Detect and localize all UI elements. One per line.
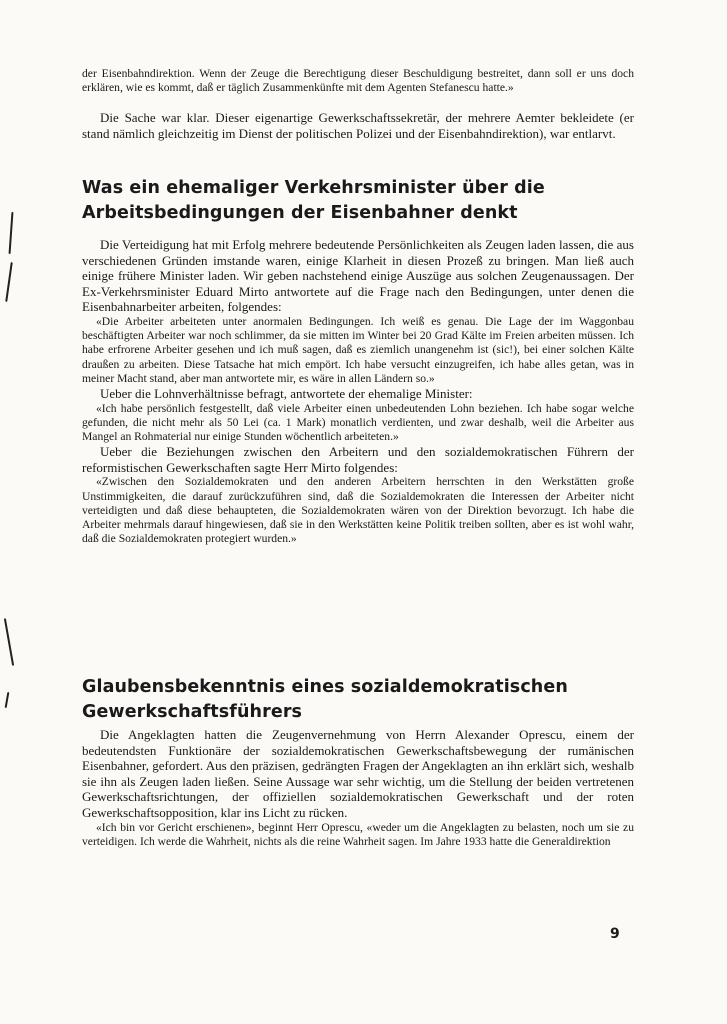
quote-paragraph: der Eisenbahndirektion. Wenn der Zeuge die Berechtigung dieser Beschuldigung bestreitet, dann soll er uns doch erklären, wie es kommt, daß er täglich Zusammenkünfte mit dem Agenten Stefanescu hatte.» xyxy=(82,67,634,95)
quote-paragraph: «Die Arbeiter arbeiteten unter anormalen Bedingungen. Ich weiß es genau. Die Lage der im Waggonbau beschäftigten Arbeiter war noch schlimmer, da sie mitten im Winter bei 20 Grad Kälte im Freien arbeiten müssen. Ich habe erfrorene Arbeiter gesehen und ich muß sagen, daß es ziemlich unangenehm ist (sic!), bei einer solchen Kälte draußen zu arbeiten. Diese Tatsache hat mich empört. Ich habe versucht einzugreifen, ich habe alles getan, was in meiner Macht stand, aber man antwortete mir, es wäre in allen Ländern so.» xyxy=(82,314,634,385)
section-heading: Was ein ehemaliger Verkehrsminister über die Arbeitsbedingungen der Eisenbahner denkt xyxy=(82,178,545,223)
paragraph: Die Sache war klar. Dieser eigenartige Gewerkschaftssekretär, der mehrere Aemter bekleidete (er stand nämlich gleichzeitig im Dienst der politischen Polizei und der Eisenbahndirektion), war entlarvt. xyxy=(82,110,634,141)
margin-mark xyxy=(9,212,14,254)
body-text xyxy=(82,110,634,141)
margin-mark xyxy=(4,618,14,666)
paragraph: Die Verteidigung hat mit Erfolg mehrere bedeutende Persönlichkeiten als Zeugen laden lassen, die aus verschiedenen Gründen imstande waren, einige Klarheit in diesen Prozeß zu bringen. Man ließ auch einige frühere Minister laden. Wir geben nachstehend einige Auszüge aus solchen Zeugenaussagen. Der Ex-Verkehrsminister Eduard Mirto antwortete auf die Frage nach den Bedingungen, unter denen die Eisenbahnarbeiter arbeiten, folgendes: xyxy=(82,237,634,315)
section-body xyxy=(82,727,634,849)
paragraph: Die Angeklagten hatten die Zeugenvernehmung von Herrn Alexander Oprescu, einem der bedeutendsten Funktionäre der sozialdemokratischen Gewerkschaftsbewegung der rumänischen Eisenbahner, gefordert. Aus den präzisen, gedrängten Fragen der Angeklagten an ihn erklärt sich, weshalb sie ihn als Zeugen laden ließen. Seine Aussage war sehr wichtig, um die Stellung der beiden vertretenen Gewerkschaftsrichtungen, der offiziellen sozialdemokratischen Gewerkschaft und der roten Gewerkschaftsopposition, klar ins Licht zu rücken. xyxy=(82,727,634,820)
page-number: 9 xyxy=(610,926,620,942)
section-body xyxy=(82,237,634,546)
quote-continuation xyxy=(82,67,634,95)
quote-paragraph: «Ich habe persönlich festgestellt, daß viele Arbeiter einen unbedeutenden Lohn beziehen. Ich habe sogar welche gefunden, die nicht mehr als 50 Lei (ca. 1 Mark) monatlich verdienten, und zwar deshalb, weil die Arbeiter aus Mangel an Rohmaterial nur einige Stunden wöchentlich arbeiteten.» xyxy=(82,401,634,443)
quote-paragraph: «Zwischen den Sozialdemokraten und den anderen Arbeitern herrschten in den Werkstätten große Unstimmigkeiten, die darauf zurückzuführen sind, daß die Sozialdemokraten die Interessen der Arbeiter nicht verteidigten und daß diese behaupteten, die Sozialdemokraten wären von der Direktion bevorzugt. Ich habe die Arbeiter mehrmals darauf hingewiesen, daß sie in den Werkstätten keine Politik treiben sollten, aber es ist wohl wahr, daß die Sozialdemokraten protegiert wurden.» xyxy=(82,475,634,546)
quote-paragraph: «Ich bin vor Gericht erschienen», beginnt Herr Oprescu, «weder um die Angeklagten zu belasten, noch um sie zu verteidigen. Ich werde die Wahrheit, nichts als die reine Wahrheit sagen. Im Jahre 1933 hatte die Generaldirektion xyxy=(82,820,634,848)
section-heading: Glaubensbekenntnis eines sozialdemokratischen Gewerkschaftsführers xyxy=(82,677,568,722)
paragraph: Ueber die Lohnverhältnisse befragt, antwortete der ehemalige Minister: xyxy=(100,385,473,401)
paragraph: Ueber die Beziehungen zwischen den Arbeitern und den sozialdemokratischen Führern der reformistischen Gewerkschaften sagte Herr Mirto folgendes: xyxy=(82,444,634,475)
margin-mark xyxy=(5,262,13,302)
margin-mark xyxy=(5,692,10,708)
